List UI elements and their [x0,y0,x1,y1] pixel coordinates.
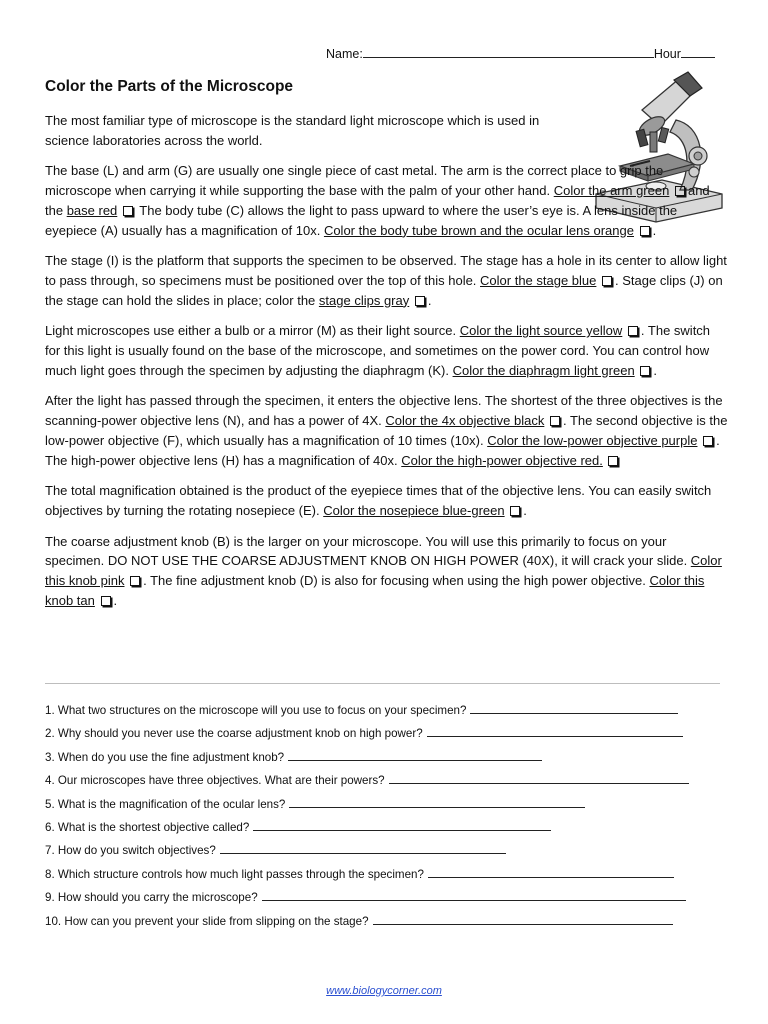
checkbox-icon[interactable] [123,206,133,216]
instructions-text [45,111,728,621]
question-item [45,769,725,792]
paragraph-intro: The most familiar type of microscope is the standard light microscope which is used in science laboratories across the world. [45,113,540,148]
footer-link[interactable]: www.biologycorner.com [326,985,442,997]
page-title: Color the Parts of the Microscope [45,78,294,95]
text: . [113,592,118,608]
section-divider [45,683,720,684]
instruction-4x-objective: Color the 4x objective black [385,413,545,429]
question-item [45,863,725,886]
question-list [45,699,725,933]
answer-blank[interactable] [427,723,683,737]
answer-blank[interactable] [220,840,506,854]
checkbox-icon[interactable] [510,506,520,516]
text: . The second objective is the low-power objective (F), which usually has a magnification of 10 times (10x). [45,413,728,448]
paragraph-knobs [45,532,728,611]
text: After the light has passed through the specimen, it enters the objective lens. The shortest of the three objectives is the scanning-power objective lens (N), and has a power of 4X. [45,393,723,429]
question-text: 8. Which structure controls how much light passes through the specimen? [45,867,424,881]
question-item [45,839,725,862]
text: . [652,222,657,238]
instruction-stage: Color the stage blue [480,272,597,288]
text: Light microscopes use either a bulb or a mirror (M) as their light source. [45,323,460,339]
text: . Stage clips (J) on the stage can hold the slides in place; color the [45,272,723,308]
checkbox-icon[interactable] [550,416,560,426]
checkbox-icon[interactable] [130,576,140,586]
answer-blank[interactable] [470,700,678,714]
question-text: 6. What is the shortest objective called? [45,820,250,834]
question-item [45,722,725,745]
answer-blank[interactable] [289,794,585,808]
text: The base (L) and arm (G) are usually one single piece of cast metal. The arm is the correct place to grip the microscope when carrying it while supporting the base with the palm of your other hand. [45,163,664,199]
instruction-coarse-knob: Color this knob pink [45,553,722,589]
text: . The fine adjustment knob (D) is also for focusing when using the high power objective. [143,573,650,589]
checkbox-icon[interactable] [640,366,650,376]
instruction-arm: Color the arm green [553,183,670,199]
instruction-high-power: Color the high-power objective red. [401,452,603,468]
name-blank[interactable] [363,47,654,58]
checkbox-icon[interactable] [675,186,685,196]
question-item [45,793,725,816]
instruction-body-tube: Color the body tube brown and the ocular lens orange [323,222,634,238]
question-item [45,886,725,909]
text: The body tube (C) allows the light to pass upward to where the user’s eye is. A lens inside the eyepiece (A) usually has a magnification of 10x. [45,202,678,238]
footer [0,985,768,997]
question-item [45,746,725,769]
question-text: 5. What is the magnification of the ocular lens? [45,797,286,811]
instruction-low-power: Color the low-power objective purple [487,432,698,448]
hour-blank[interactable] [681,47,715,58]
answer-blank[interactable] [253,817,551,831]
checkbox-icon[interactable] [415,296,425,306]
instruction-fine-knob: Color this knob tan [45,573,705,608]
instruction-base: base red [66,202,118,218]
question-text: 9. How should you carry the microscope? [45,891,258,905]
instruction-nosepiece: Color the nosepiece blue-green [323,502,505,518]
answer-blank[interactable] [389,770,689,784]
instruction-light-source: Color the light source yellow [459,323,623,339]
question-text: 1. What two structures on the microscope will you use to focus on your specimen? [45,704,467,717]
checkbox-icon[interactable] [640,226,650,236]
answer-blank[interactable] [428,864,674,878]
text: . The switch for this light is usually found on the base of the microscope, and sometimes on the power cord. You can control how much light goes through the specimen by adjusting the diaphragm (K). [45,323,711,378]
text: The stage (I) is the platform that supports the specimen to be observed. The stage has a hole in its center to allow light to pass through, so specimens must be positioned over the top of this hole. [45,253,727,288]
checkbox-icon[interactable] [628,326,638,336]
name-hour-header [326,47,715,61]
question-text: 10. How can you prevent your slide from slipping on the stage? [45,914,369,928]
checkbox-icon[interactable] [608,456,618,466]
paragraph-light [45,321,728,380]
text: . [523,502,527,518]
answer-blank[interactable] [373,911,673,925]
question-item [45,816,725,839]
text: . The high-power objective lens (H) has a magnification of 40x. [45,432,720,468]
question-item [45,910,725,933]
question-text: 3. When do you use the fine adjustment knob? [45,750,285,764]
checkbox-icon[interactable] [703,436,713,446]
hour-label: Hour [653,47,681,61]
text: . [427,292,432,308]
text: The coarse adjustment knob (B) is the larger on your microscope. You will use this primarily to focus on your specimen. DO NOT USE THE COARSE ADJUSTMENT KNOB ON HIGH POWER (40X), it will crack your slide. [45,533,691,569]
checkbox-icon[interactable] [602,276,612,286]
answer-blank[interactable] [262,887,686,901]
text: . [653,362,657,378]
paragraph-nosepiece [45,481,728,520]
question-text: 2. Why should you never use the coarse adjustment knob on high power? [45,727,423,741]
instruction-stage-clips: stage clips gray [318,292,410,308]
name-label: Name: [326,47,363,61]
question-text: 4. Our microscopes have three objectives. What are their powers? [45,774,385,788]
paragraph-stage [45,251,728,310]
instruction-diaphragm: Color the diaphragm light green [452,362,635,378]
paragraph-objectives [45,391,728,470]
paragraph-base-arm [45,161,728,240]
answer-blank[interactable] [288,747,542,761]
text: The total magnification obtained is the product of the eyepiece times that of the objective lens. You can easily switch objectives by turning the rotating nosepiece (E). [45,483,712,518]
question-text: 7. How do you switch objectives? [45,844,216,858]
text: and the [45,183,710,218]
checkbox-icon[interactable] [101,596,111,606]
question-item [45,699,725,722]
